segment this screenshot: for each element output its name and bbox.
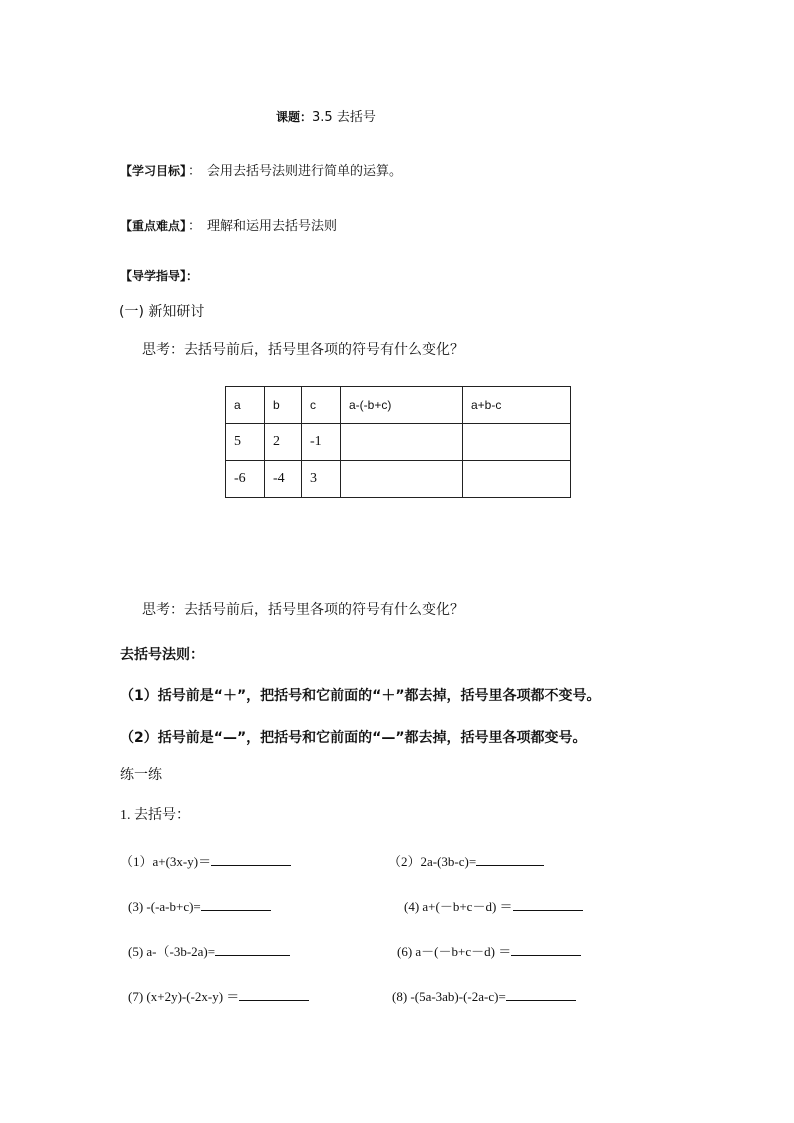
- table-header-cell: b: [265, 387, 302, 424]
- answer-blank[interactable]: [511, 943, 581, 956]
- title-value: 3.5 去括号: [312, 110, 376, 125]
- answer-blank[interactable]: [215, 943, 290, 956]
- exercise-text: (4) a+(－b+c－d) ＝: [404, 899, 513, 914]
- exercise-item: [392, 988, 576, 1005]
- guide-label: 【导学指导】：: [120, 269, 199, 283]
- think-question-1: 思考：去括号前后，括号里各项的符号有什么变化？: [142, 342, 464, 358]
- table-cell: 3: [302, 461, 341, 498]
- exercise-text: （2）2a-(3b-c)=: [388, 854, 477, 869]
- objectives-text: 会用去括号法则进行简单的运算。: [207, 164, 403, 179]
- keypoints-sep: ：: [188, 219, 202, 234]
- keypoints-text: 理解和运用去括号法则: [207, 219, 338, 234]
- answer-blank[interactable]: [476, 853, 544, 866]
- exercise-text: (3) -(-a-b+c)=: [128, 899, 201, 914]
- practice-heading: 练一练: [120, 767, 162, 783]
- exercise-text: (5) a-（-3b-2a)=: [128, 944, 216, 959]
- table-answer-cell[interactable]: [341, 424, 463, 461]
- table-row: [226, 461, 571, 498]
- keypoints-line: [120, 218, 337, 235]
- table-header-cell: a-(-b+c): [341, 387, 463, 424]
- objectives-sep: ：: [188, 164, 202, 179]
- table-cell: 2: [265, 424, 302, 461]
- table-header-cell: c: [302, 387, 341, 424]
- answer-blank[interactable]: [506, 988, 576, 1001]
- objectives-line: [120, 163, 402, 180]
- exercise-item: [128, 988, 309, 1005]
- exercise-item: [128, 898, 271, 915]
- objectives-label: 【学习目标】: [120, 164, 187, 178]
- exercise-item: [397, 943, 581, 960]
- exercise-text: (8) -(5a-3ab)-(-2a-c)=: [392, 989, 506, 1004]
- answer-blank[interactable]: [239, 988, 309, 1001]
- exercise-item: [388, 853, 544, 870]
- answer-blank[interactable]: [513, 898, 583, 911]
- exercise-text: (7) (x+2y)-(-2x-y) ＝: [128, 989, 240, 1004]
- answer-blank[interactable]: [201, 898, 271, 911]
- rule-heading: 去括号法则：: [120, 647, 204, 663]
- table-header-cell: a+b-c: [463, 387, 571, 424]
- exercise-text: （1）a+(3x-y)＝: [120, 854, 212, 869]
- table-cell: -1: [302, 424, 341, 461]
- table-answer-cell[interactable]: [463, 461, 571, 498]
- page-title: [276, 109, 376, 126]
- title-label: 课题：: [276, 110, 313, 124]
- exercise-item: [128, 943, 290, 960]
- value-table: [225, 386, 571, 498]
- table-row: [226, 424, 571, 461]
- table-answer-cell[interactable]: [341, 461, 463, 498]
- exercise-text: (6) a－(－b+c－d) ＝: [397, 944, 512, 959]
- rule-item-1: （1）括号前是“＋”，把括号和它前面的“＋”都去掉，括号里各项都不变号。: [120, 688, 601, 704]
- answer-blank[interactable]: [211, 853, 291, 866]
- table-cell: -6: [226, 461, 265, 498]
- section-heading: (一) 新知研讨: [119, 304, 205, 320]
- table-header-row: [226, 387, 571, 424]
- table-cell: -4: [265, 461, 302, 498]
- table-cell: 5: [226, 424, 265, 461]
- rule-item-2: （2）括号前是“—”，把括号和它前面的“—”都去掉，括号里各项都变号。: [120, 730, 587, 746]
- table-answer-cell[interactable]: [463, 424, 571, 461]
- question-1-label: 1. 去括号：: [120, 808, 190, 823]
- table-header-cell: a: [226, 387, 265, 424]
- exercise-item: [120, 853, 291, 870]
- keypoints-label: 【重点难点】: [120, 219, 187, 233]
- exercise-item: [404, 898, 583, 915]
- think-question-2: 思考：去括号前后，括号里各项的符号有什么变化？: [142, 602, 464, 618]
